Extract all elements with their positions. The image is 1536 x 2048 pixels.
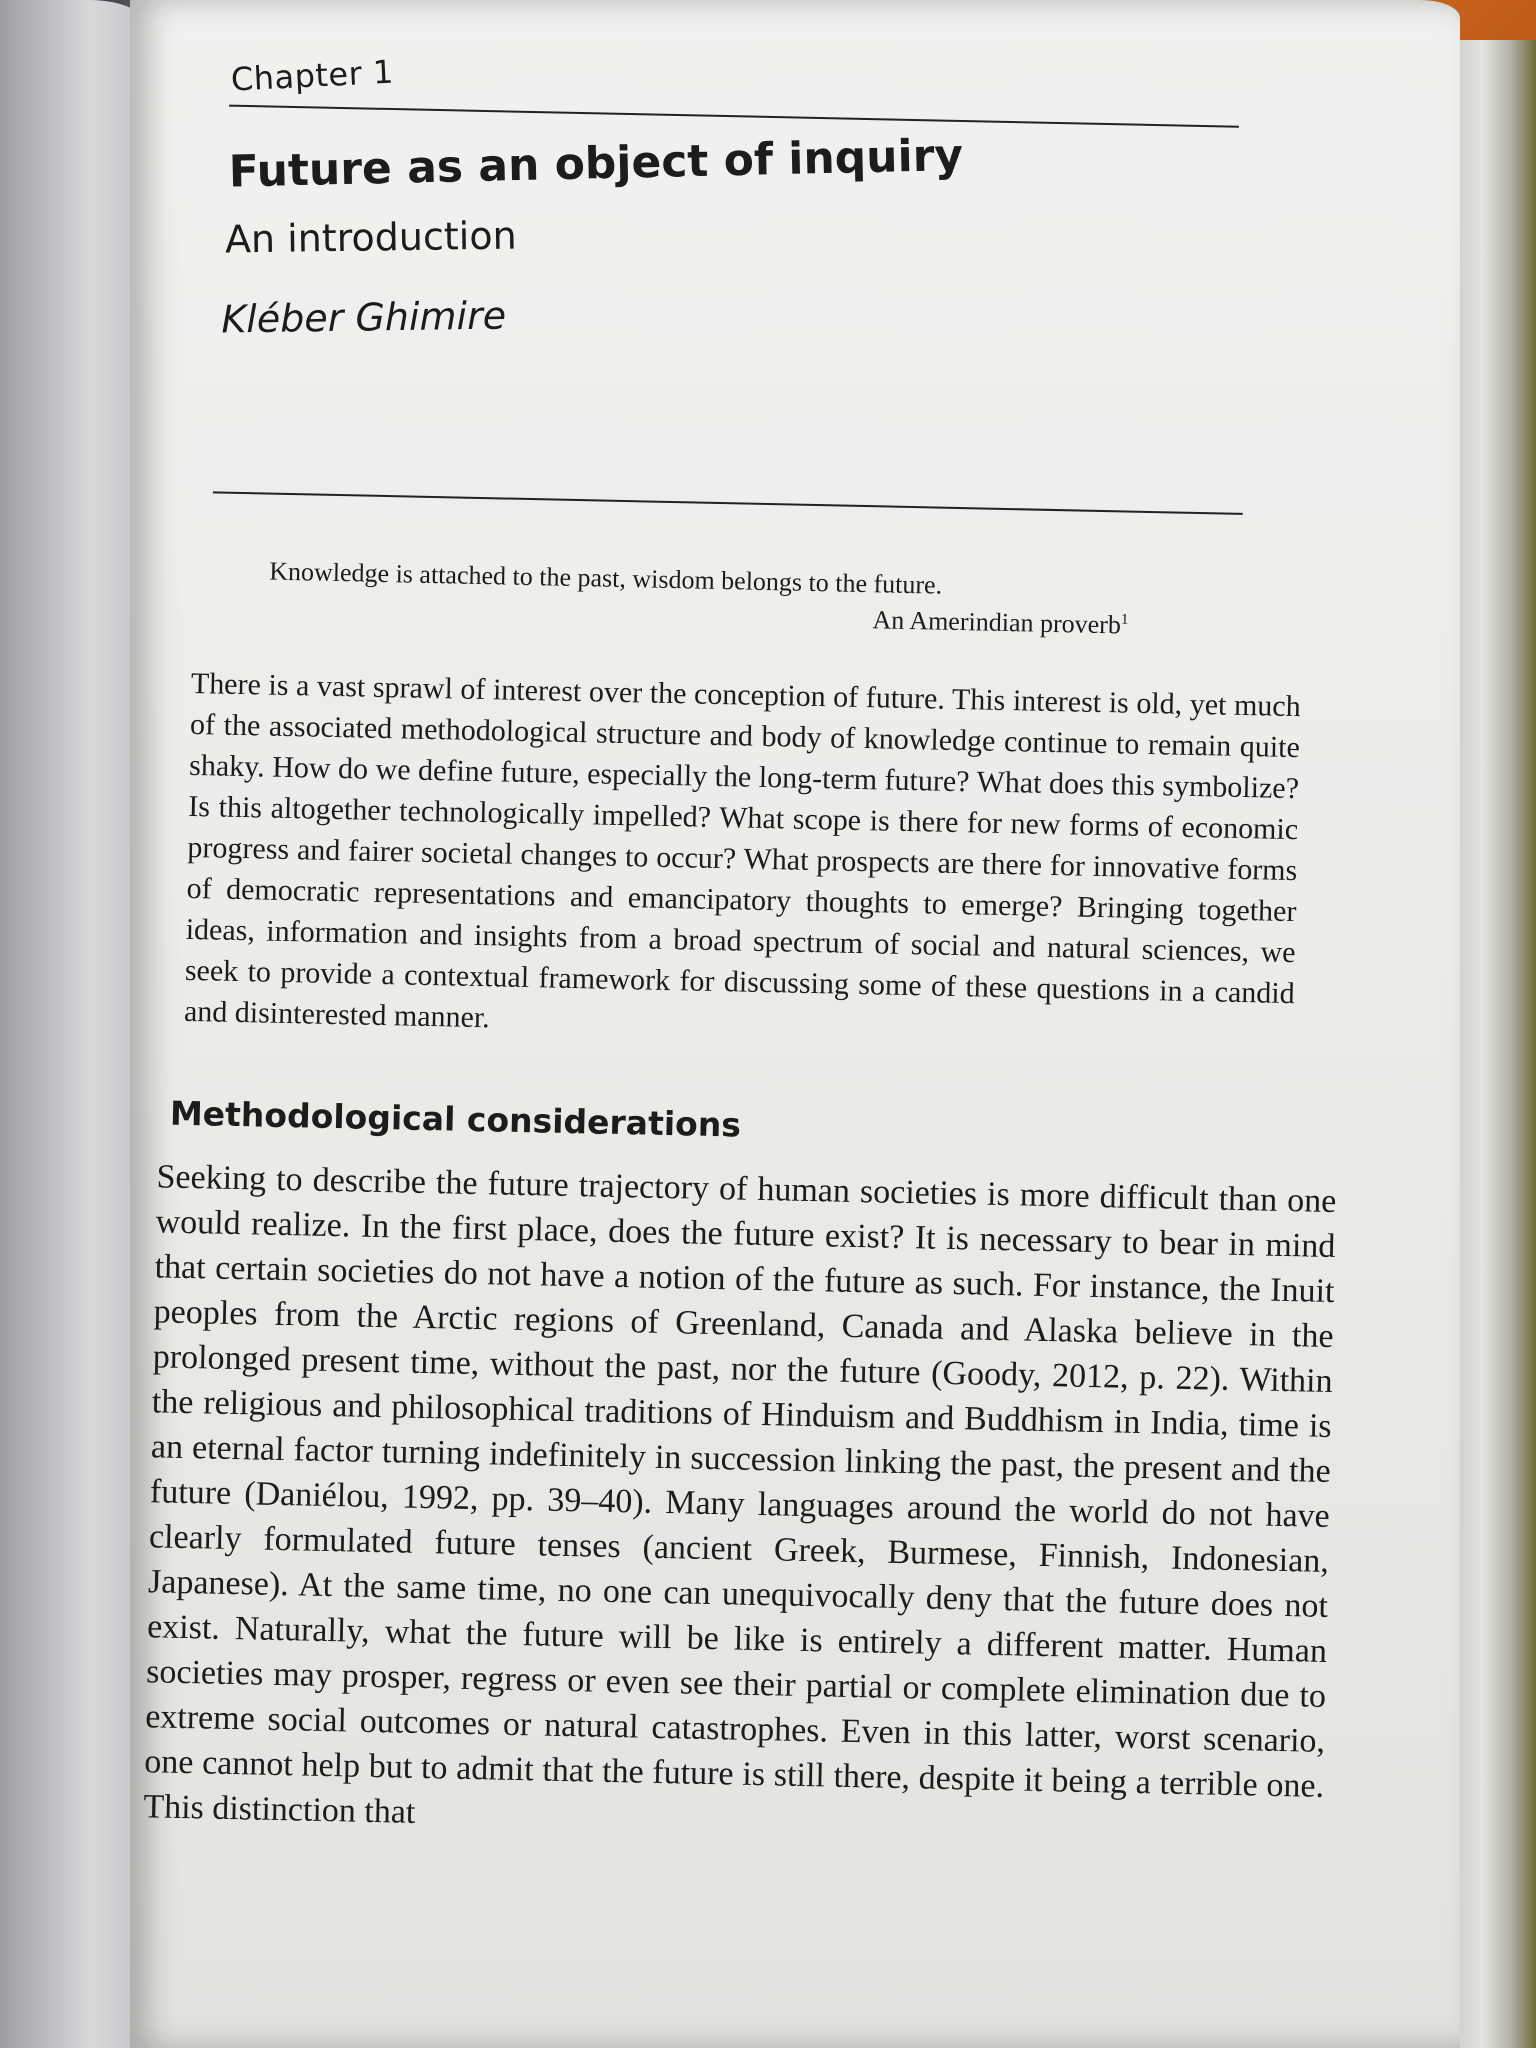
footnote-marker: 1 — [1120, 611, 1129, 628]
chapter-subtitle: An introduction — [224, 213, 517, 262]
chapter-rule — [229, 105, 1239, 128]
intro-paragraph: There is a vast sprawl of interest over the conception of future. This interest is old, yet much of the associated methodological structure and body of knowledge continue to remain quite shaky. How do we define future, especially the long-term future? What does this symbolize? Is this altogether technologically impelled? What scope is there for new forms of economic progress and fairer societal changes to occur? What prospects are there for innovative forms of democratic representations and emancipatory thoughts to emerge? Bringing together ideas, information and insights from a broad spectrum of social and natural sciences, we seek to provide a contextual framework for discussing some of these questions in a candid and disinterested manner. — [183, 666, 1302, 1035]
epigraph-quote: Knowledge is attached to the past, wisdom belongs to the future. — [269, 556, 943, 600]
epigraph-attribution: An Amerindian proverb — [872, 605, 1122, 640]
epigraph — [268, 557, 1129, 641]
chapter-label: Chapter 1 — [229, 52, 395, 99]
section-heading: Methodological considerations — [169, 1093, 742, 1145]
chapter-title: Future as an object of inquiry — [228, 129, 964, 198]
page-content — [143, 52, 1350, 1854]
chapter-author: Kléber Ghimire — [221, 293, 507, 342]
left-page — [0, 0, 150, 2048]
section-paragraph: Seeking to describe the future trajectory of human societies is more difficult than one would realize. In the first place, does the future exist? It is necessary to bear in mind that certain societies do not have a notion of the future as such. For instance, the Inuit peoples from the Arctic regions of Greenland, Canada and Alaska believe in the prolonged present time, without the past, nor the future (Goody, 2012, p. 22). Within the religious and philosophical traditions of Hinduism and Buddhism in India, time is an eternal factor turning indefinitely in succession linking the past, the present and the future (Daniélou, 1992, pp. 39–40). Many languages around the world do not have clearly formulated future tenses (ancient Greek, Burmese, Finnish, Indonesian, Japanese). At the same time, no one can unequivocally deny that the future does not exist. Naturally, what the future will be like is entirely a different matter. Human societies may prosper, regress or even see their partial or complete elimination due to extreme social outcomes or natural catastrophes. Even in this latter, worst scenario, one cannot help but to admit that the future is still there, despite it being a terrible one. This distinction that — [143, 1158, 1337, 1831]
title-rule — [213, 491, 1243, 515]
